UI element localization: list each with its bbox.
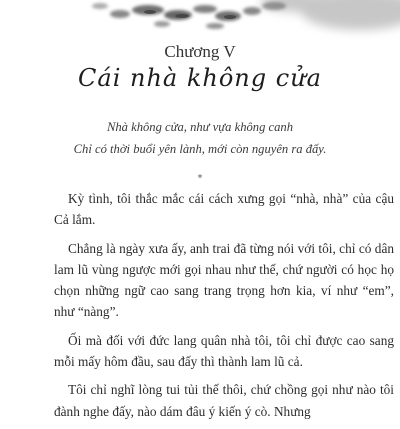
paragraph: Chẳng là ngày xưa ấy, anh trai đã từng nói với tôi, chỉ có dân lam lũ vùng ngược mới gọi nhau như thế, chứ người có học họ chọn những ngữ cao sang trang trọng hơn kia, ví như “em”, như “nàng”. [54, 240, 394, 320]
paragraph: Tôi chỉ nghĩ lòng tui tủi thế thôi, chứ chồng gọi như nào tôi đành nghe đấy, nào dám đâu ý kiến ý cò. Nhưng [54, 382, 394, 419]
epigraph-line: Nhà không cửa, như vựa không canh [106, 120, 294, 134]
paragraph: Kỳ tình, tôi thắc mắc cái cách xưng gọi “nhà, nhà” của cậu Cả lắm. [54, 191, 394, 228]
section-separator: * [197, 174, 203, 184]
chapter-title: Cái nhà không cửa [78, 64, 322, 92]
body-text [54, 188, 394, 429]
epigraph-line: Chỉ có thời buổi yên lành, mới còn nguyên ra đấy. [73, 142, 327, 156]
paragraph: Ối mà đối với đức lang quân nhà tôi, tôi chỉ được cao sang mỗi mấy hôm đầu, sau đấy thì thành lam lũ cả. [54, 332, 394, 370]
chapter-number: Chương V [164, 42, 236, 61]
